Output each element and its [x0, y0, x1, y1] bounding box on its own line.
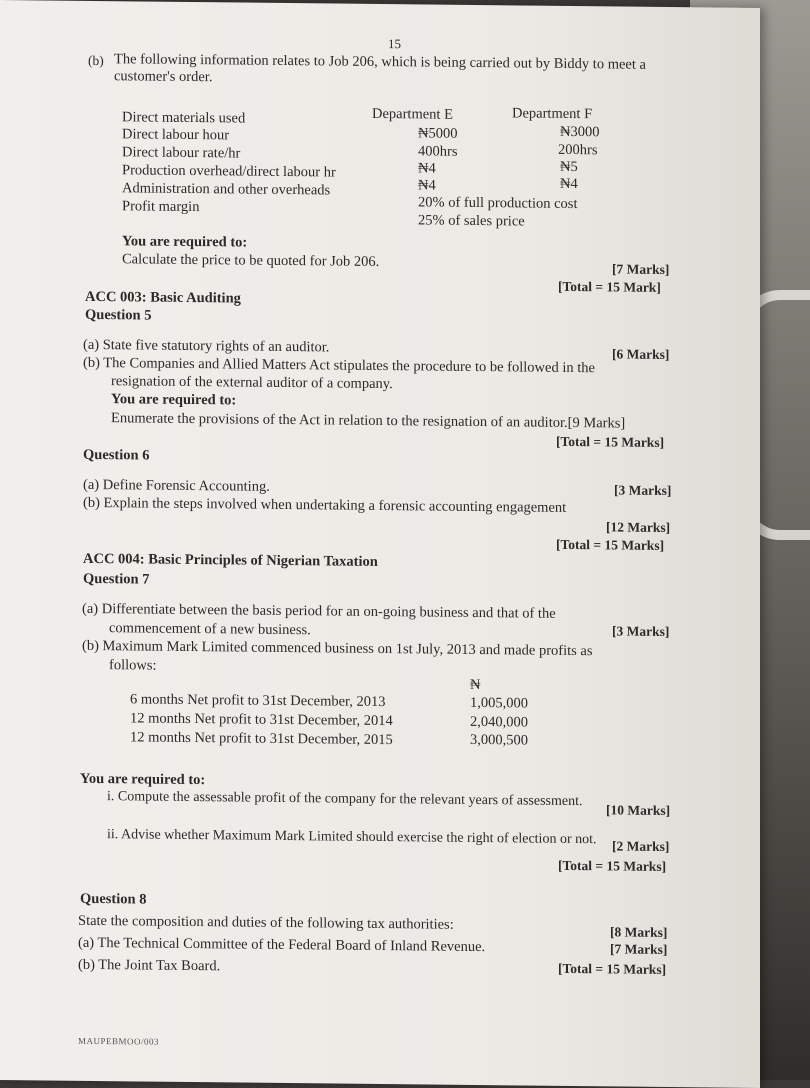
q7-task-ii-marks: [2 Marks] [612, 838, 670, 855]
cost-row-item: Production overhead/direct labour hr [122, 162, 336, 181]
job-marks: [7 Marks] [612, 261, 670, 278]
cost-row-f: 200hrs [558, 141, 598, 159]
q5a-marks: [6 Marks] [612, 346, 670, 363]
page-number: 15 [388, 36, 401, 52]
q6a-text: (a) Define Forensic Accounting. [83, 476, 270, 495]
profit-row-amount: 3,000,500 [470, 731, 528, 749]
acc004-heading: ACC 004: Basic Principles of Nigerian Taxation [83, 550, 378, 570]
q7-required: You are required to: [80, 770, 206, 789]
cost-row-item: Administration and other overheads [122, 180, 331, 199]
q7b-line1: (b) Maximum Mark Limited commenced business on 1st July, 2013 and made profits as [82, 637, 593, 660]
profit-row-desc: 12 months Net profit to 31st December, 2014 [130, 710, 393, 730]
acc003-heading: ACC 003: Basic Auditing [85, 288, 241, 307]
q8-total: [Total = 15 Marks] [558, 960, 667, 977]
cost-row-e: ₦4 [418, 177, 436, 194]
col-header-dept-f: Department F [512, 105, 593, 123]
q7-total: [Total = 15 Marks] [558, 857, 667, 874]
cost-row-f: ₦4 [560, 175, 578, 193]
profit-row-amount: 1,005,000 [470, 694, 528, 712]
cost-row-f: ₦3000 [560, 123, 600, 141]
col-header-dept-e: Department E [372, 105, 453, 123]
q8a-text: (a) The Technical Committee of the Federal Board of Inland Revenue. [78, 934, 486, 956]
job-question-line1: The following information relates to Job 206, which is being carried out by Biddy to meet a [114, 51, 646, 73]
cost-row-item: Profit margin [122, 198, 200, 216]
profit-row-desc: 6 months Net profit to 31st December, 2013 [130, 691, 386, 711]
job-required: You are required to: [122, 233, 248, 251]
cost-row-item: Direct labour rate/hr [122, 144, 241, 162]
q8-title: Question 8 [80, 890, 147, 908]
cost-row-e: ₦4 [418, 160, 436, 177]
q7-task-i: i. Compute the assessable profit of the company for the relevant years of assessment. [107, 789, 583, 810]
job-task: Calculate the price to be quoted for Job 206. [122, 251, 380, 270]
q8a-marks: [8 Marks] [610, 924, 668, 940]
q5b-line2: resignation of the external auditor of a company. [111, 373, 393, 393]
q5-total: [Total = 15 Marks] [556, 433, 665, 450]
q6b-marks: [12 Marks] [606, 519, 671, 536]
q8b-text: (b) The Joint Tax Board. [78, 956, 221, 975]
q5a-text: (a) State five statutory rights of an auditor. [83, 336, 330, 356]
q7a-line1: (a) Differentiate between the basis period for an on-going business and that of the [82, 600, 556, 622]
q6-total: [Total = 15 Marks] [556, 536, 665, 553]
q5-title: Question 5 [85, 306, 152, 324]
q7-task-ii: ii. Advise whether Maximum Mark Limited should exercise the right of election or not. [107, 827, 597, 848]
profit-row-amount: 2,040,000 [470, 713, 528, 731]
q8-intro: State the composition and duties of the following tax authorities: [78, 912, 454, 933]
q7a-marks: [3 Marks] [612, 623, 670, 640]
cost-row-e: ₦5000 [418, 125, 458, 142]
cost-row-e: 400hrs [418, 143, 458, 160]
q5b-required: You are required to: [111, 391, 237, 409]
q8b-marks: [7 Marks] [610, 941, 668, 957]
q5b-line1: (b) The Companies and Allied Matters Act stipulates the procedure to be followed in the [83, 354, 595, 377]
q7b-line2: follows: [109, 657, 157, 674]
profit-row-desc: 12 months Net profit to 31st December, 2015 [130, 729, 393, 749]
job-question-label: (b) [88, 52, 104, 69]
q7a-line2: commencement of a new business. [109, 620, 311, 639]
cost-row-item: Direct labour hour [122, 126, 230, 144]
q6b-text: (b) Explain the steps involved when undertaking a forensic accounting engagement [83, 494, 567, 516]
currency-header: ₦ [470, 676, 481, 694]
cost-row-item: Direct materials used [122, 109, 246, 127]
q7-task-i-marks: [10 Marks] [606, 802, 671, 819]
cost-row-e: 20% of full production cost [418, 194, 578, 213]
cost-row-f: ₦5 [560, 158, 578, 176]
q7-title: Question 7 [83, 570, 150, 588]
q5b-task: Enumerate the provisions of the Act in relation to the resignation of an auditor.[9 Marks] [111, 410, 626, 432]
cost-row-e: 25% of sales price [418, 212, 525, 230]
job-question-line2: customer's order. [114, 68, 213, 86]
footer-code: MAUPEBMOO/003 [78, 1035, 160, 1047]
q6a-marks: [3 Marks] [614, 482, 672, 499]
q6-title: Question 6 [83, 446, 150, 464]
job-total: [Total = 15 Mark] [558, 278, 661, 295]
